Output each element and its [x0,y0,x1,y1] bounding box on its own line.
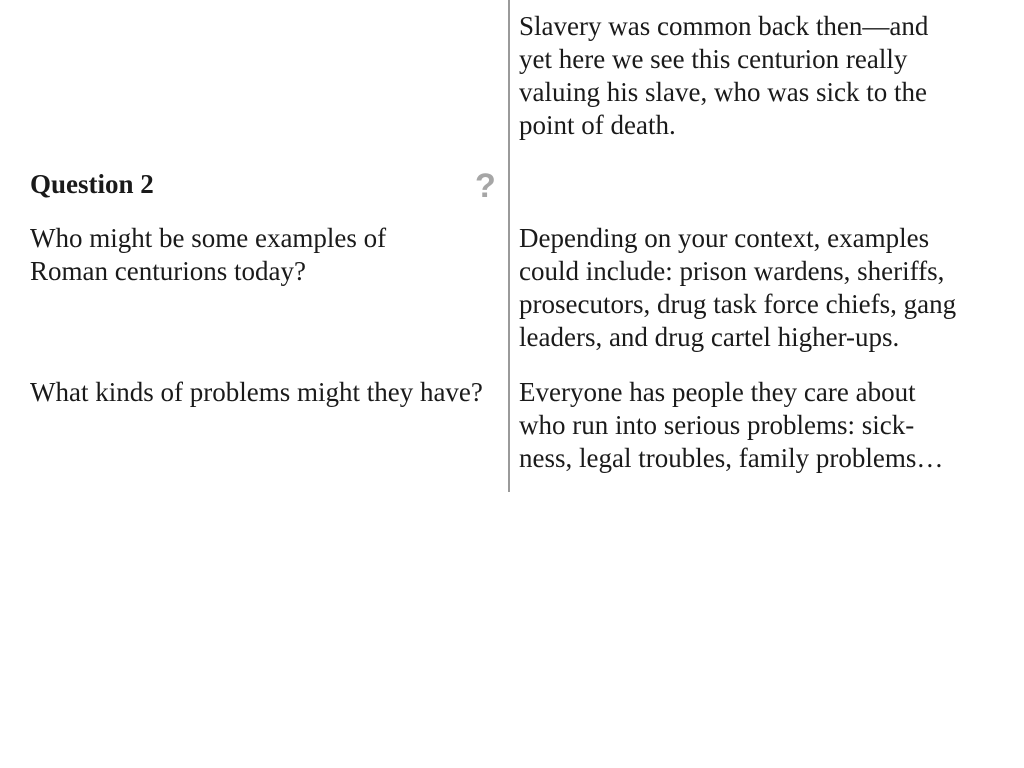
question-2-answer [519,376,943,475]
answer-line: leaders, and drug cartel higher-ups. [519,322,900,352]
answer-line: point of death. [519,110,676,140]
answer-line: valuing his slave, who was sick to the [519,77,927,107]
question-heading: Question 2 [30,169,154,199]
question-mark-icon: ? [475,167,496,205]
question-2-text [30,376,483,409]
question-1-text [30,222,386,288]
intro-answer-text [519,10,928,142]
question-line: Who might be some examples of [30,223,387,253]
answer-line: Everyone has people they care about [519,377,916,407]
question-1-answer [519,222,956,354]
answer-line: who run into serious problems: sick- [519,410,915,440]
answer-line: Depending on your context, examples [519,223,930,253]
answer-line: Slavery was common back then—and [519,11,929,41]
column-divider [508,0,510,492]
answer-line: ness, legal troubles, family problems… [519,443,944,473]
question-line: What kinds of problems might they have? [30,377,483,407]
question-line: Roman centurions today? [30,256,306,286]
answer-line: could include: prison wardens, sheriffs, [519,256,945,286]
answer-line: prosecutors, drug task force chiefs, gang [519,289,957,319]
answer-line: yet here we see this centurion really [519,44,908,74]
